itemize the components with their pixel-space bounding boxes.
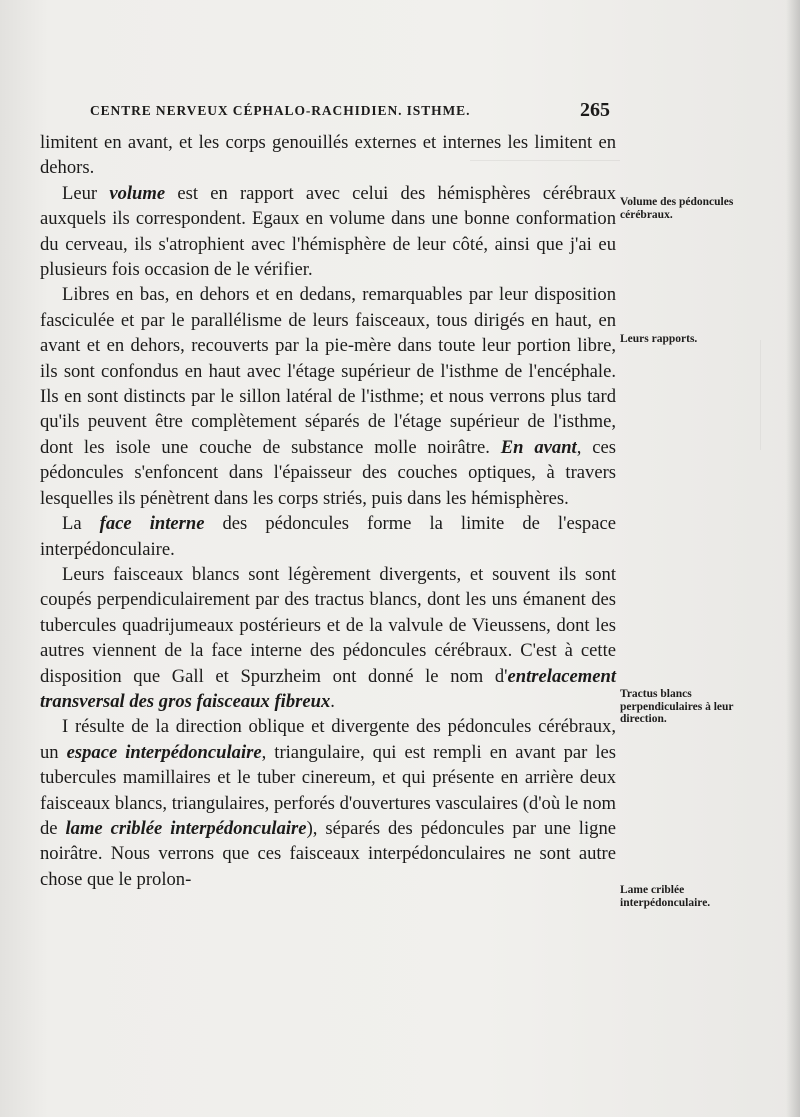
text-run: Leur: [62, 182, 110, 204]
emphasized-term: En avant: [500, 436, 577, 458]
paragraph: [40, 562, 616, 714]
paragraph: [40, 282, 616, 511]
emphasized-term: lame criblée interpédonculaire: [65, 817, 307, 839]
text-run: est en rapport avec celui des hémisphères cérébraux auxquels ils correspondent. Egaux en volume dans une bonne conformation du cerveau, ils s'atrophient avec l'hémisphère de leur côté, ainsi que j'ai eu plusieurs fois occasion de le vérifier.: [40, 182, 616, 281]
emphasized-term: entrelacement transversal des gros faisceaux fibreux: [40, 665, 616, 712]
paragraph: [40, 511, 616, 562]
emphasized-term: espace interpédonculaire: [66, 741, 262, 763]
paragraph: [40, 714, 616, 892]
paragraph: [40, 130, 616, 181]
show-through-shadow: [660, 340, 761, 450]
text-run: limitent en avant, et les corps genouillés externes et internes les limitent en dehors.: [40, 132, 616, 179]
margin-note-tractus: Tractus blancs perpendiculaires à leur direction.: [620, 688, 734, 725]
running-header: [90, 101, 610, 127]
body-text: [40, 130, 616, 892]
text-run: , triangulaire, qui est rempli en avant par les tubercules mamillaires et le tuber cinereum, et qui présente en arrière deux faisceaux blancs, triangulaires, perforés d'ouvertures vasculaires (d'où le nom de: [40, 741, 617, 839]
emphasized-term: volume: [109, 182, 166, 204]
page-edge-shadow: [786, 0, 800, 1117]
emphasized-term: face interne: [99, 513, 205, 535]
text-run: .: [330, 690, 335, 712]
text-run: ), séparés des pédoncules par une ligne noirâtre. Nous verrons que ces faisceaux interpédonculaires ne sont autre chose que le prolon-: [40, 817, 616, 890]
page-number: 265: [580, 99, 610, 121]
text-run: des pédoncules forme la limite de l'espace interpédonculaire.: [40, 513, 616, 560]
text-run: I résulte de la direction oblique et divergente des pédoncules cérébraux, un: [40, 716, 616, 763]
margin-note-rapports: Leurs rapports.: [620, 333, 698, 345]
running-title: CENTRE NERVEUX CÉPHALO-RACHIDIEN. ISTHME.: [90, 103, 471, 118]
margin-note-lame: Lame criblée interpédonculaire.: [620, 884, 711, 909]
text-run: La: [62, 513, 100, 535]
text-run: Leurs faisceaux blancs sont légèrement divergents, et souvent ils sont coupés perpendiculairement par des tractus blancs, dont les uns émanent des tubercules quadrijumeaux postérieurs et de la valvule de Vieussens, dont les autres viennent de la face interne des pédoncules cérébraux. C'est à cette disposition que Gall et Spurzheim ont donné le nom d': [40, 563, 616, 687]
paragraph: [40, 181, 616, 283]
text-run: Libres en bas, en dehors et en dedans, remarquables par leur disposition fasciculée et par le parallélisme de leurs faisceaux, tous dirigés en haut, en avant et en dehors, recouverts par la pie-mère dans toute leur portion libre, ils sont confondus en haut avec l'étage supérieur de l'isthme de l'encéphale. Ils en sont distincts par le sillon latéral de l'isthme; et nous verrons plus tard qu'ils peuvent être complètement séparés de l'étage supérieur de l'isthme, dont les isole une couche de substance molle noirâtre.: [40, 284, 616, 458]
text-run: , ces pédoncules s'enfoncent dans l'épaisseur des couches optiques, à travers lesquelles ils pénètrent dans les corps striés, puis dans les hémisphères.: [40, 436, 616, 509]
margin-note-volume: Volume des pédoncules cérébraux.: [620, 196, 734, 221]
